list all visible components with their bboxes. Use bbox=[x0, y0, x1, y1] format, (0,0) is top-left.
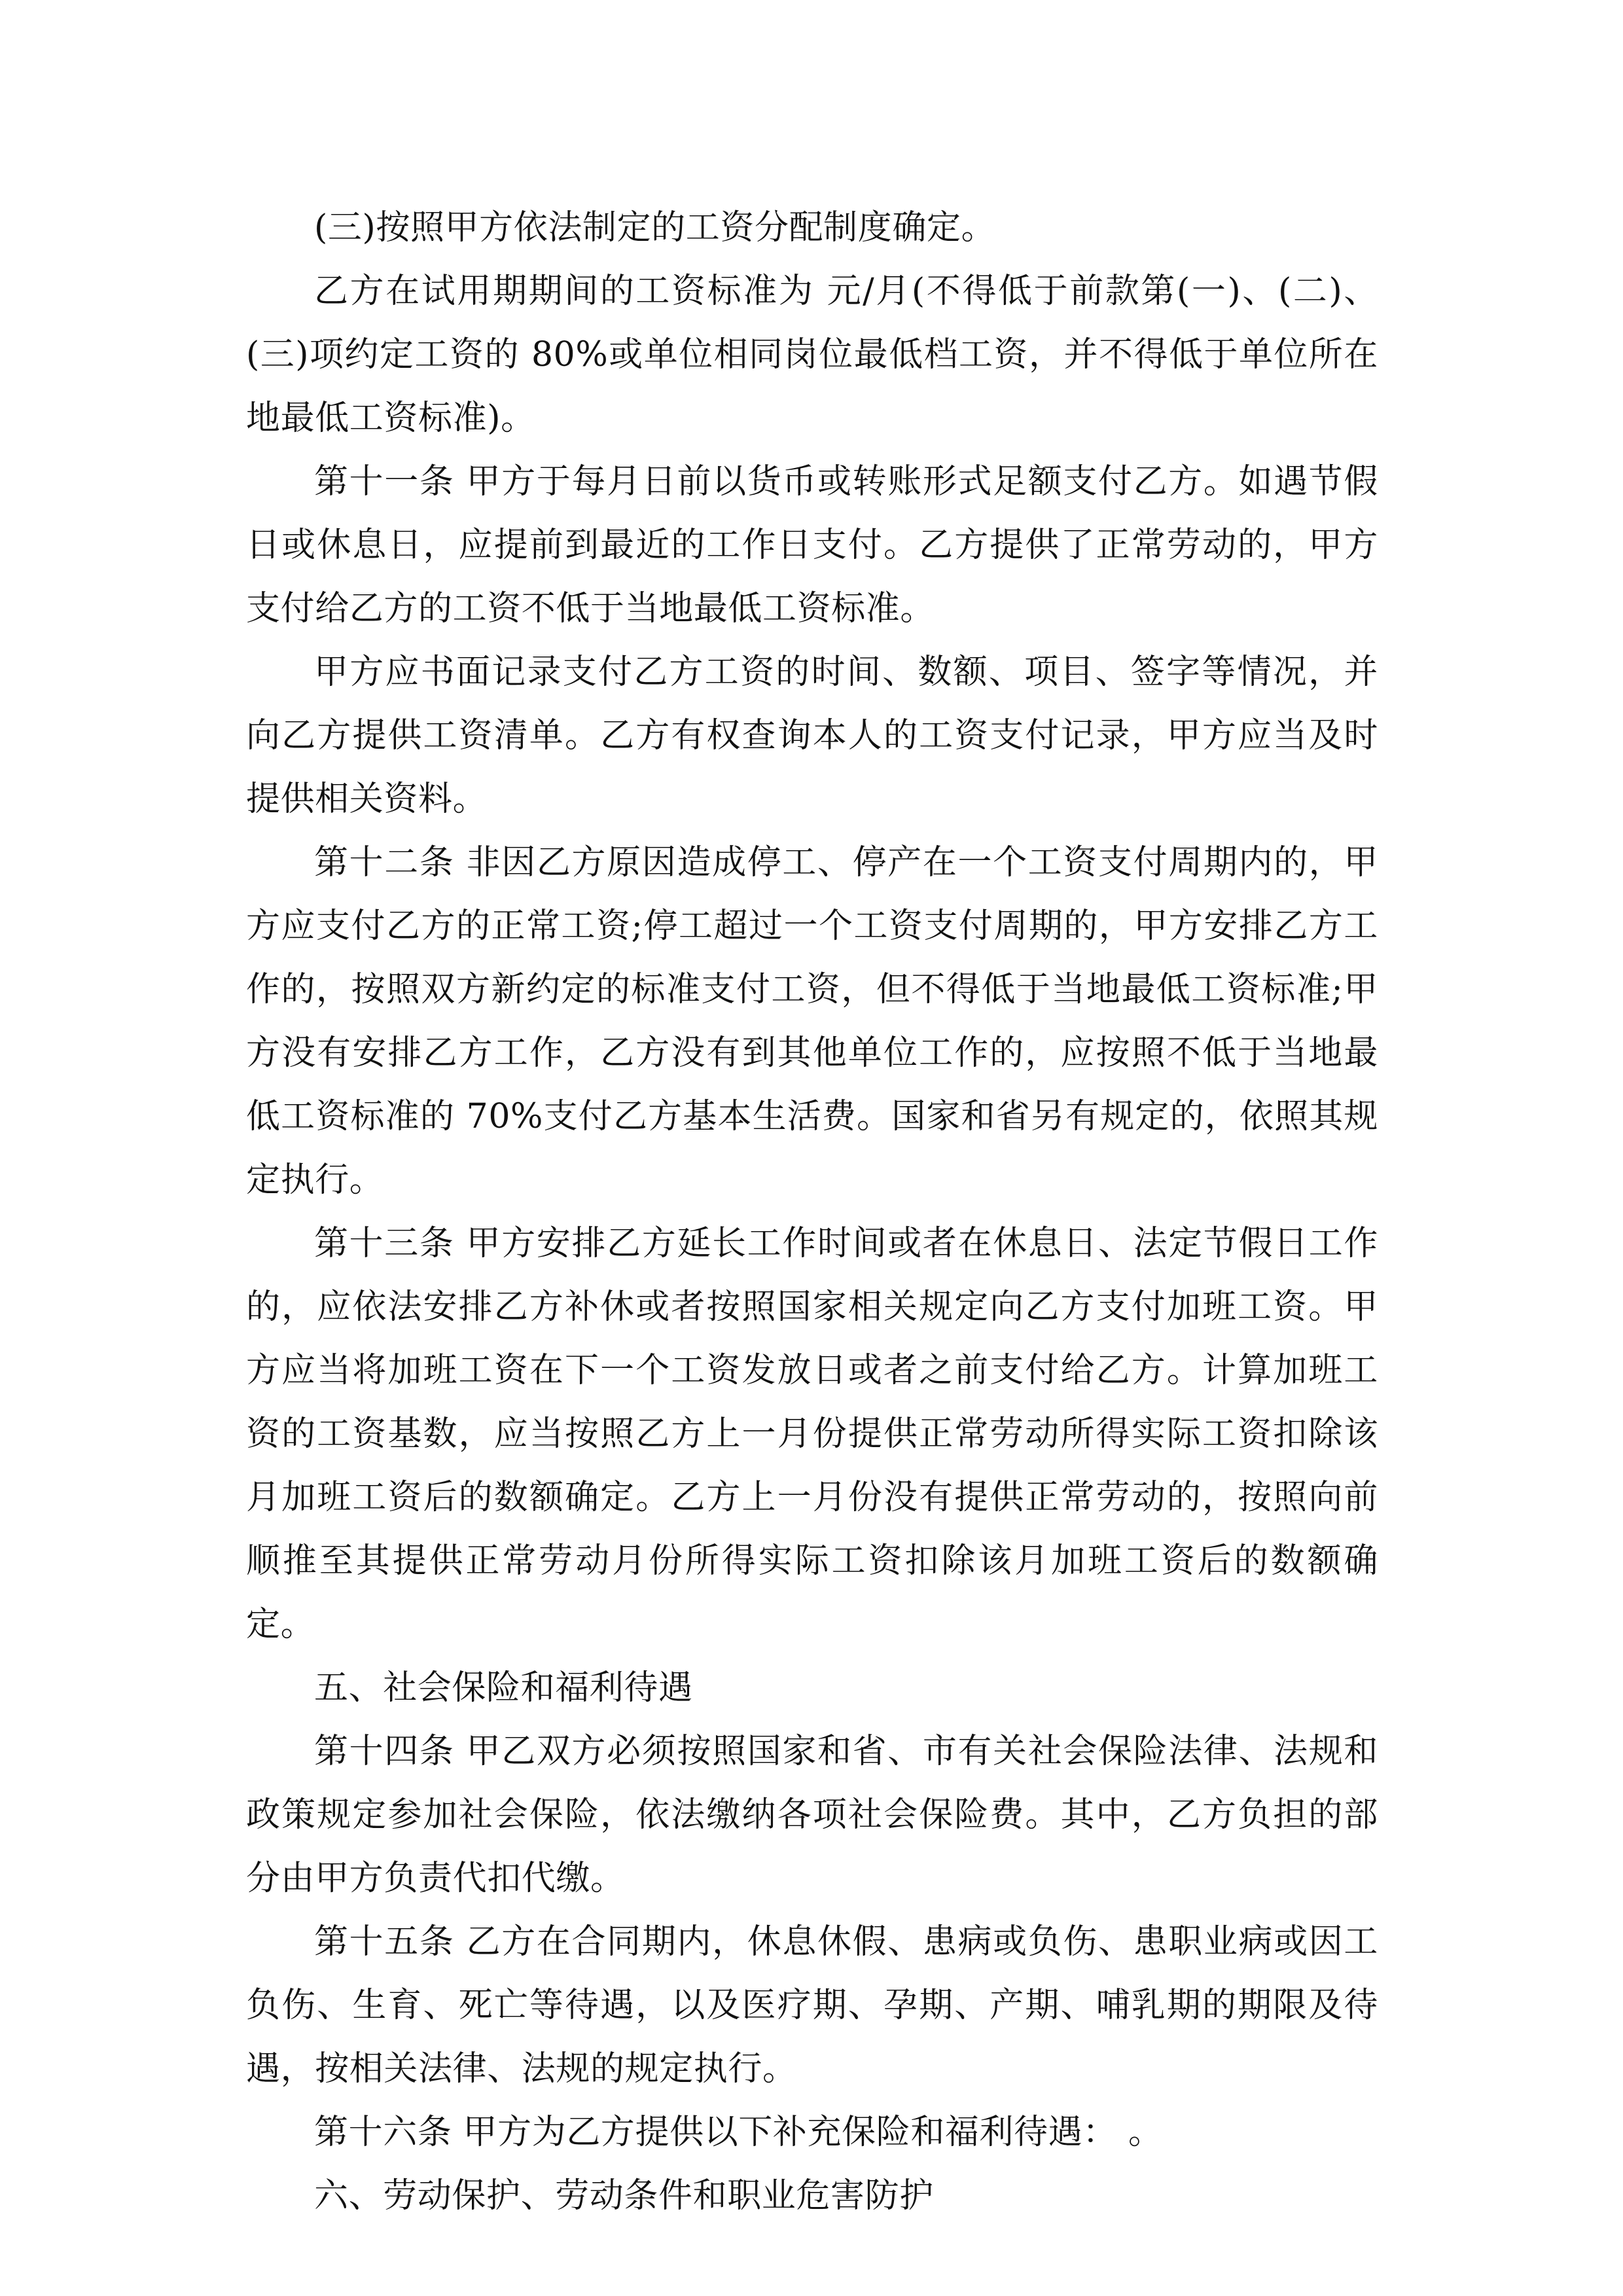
paragraph-salary-record: 甲方应书面记录支付乙方工资的时间、数额、项目、签字等情况，并向乙方提供工资清单。乙方有权查询本人的工资支付记录，甲方应当及时提供相关资料。 bbox=[246, 653, 1378, 819]
document-body bbox=[246, 196, 1378, 2228]
paragraph-article-15: 第十五条 乙方在合同期内，休息休假、患病或负伤、患职业病或因工负伤、生育、死亡等待遇，以及医疗期、孕期、产期、哺乳期的期限及待遇，按相关法律、法规的规定执行。 bbox=[246, 1922, 1378, 2089]
paragraph-article-12: 第十二条 非因乙方原因造成停工、停产在一个工资支付周期内的，甲方应支付乙方的正常工资;停工超过一个工资支付周期的，甲方安排乙方工作的，按照双方新约定的标准支付工资，但不得低于当地最低工资标准;甲方没有安排乙方工作，乙方没有到其他单位工作的，应按照不低于当地最低工资标准的 70%支付乙方基本生活费。国家和省另有规定的，依照其规定执行。 bbox=[246, 843, 1378, 1200]
paragraph-article-11: 第十一条 甲方于每月日前以货币或转账形式足额支付乙方。如遇节假日或休息日，应提前到最近的工作日支付。乙方提供了正常劳动的，甲方支付给乙方的工资不低于当地最低工资标准。 bbox=[246, 462, 1378, 628]
section-heading-social-insurance: 五、社会保险和福利待遇 bbox=[314, 1668, 693, 1708]
paragraph-salary-rule-3: (三)按照甲方依法制定的工资分配制度确定。 bbox=[314, 208, 996, 247]
paragraph-article-16: 第十六条 甲方为乙方提供以下补充保险和福利待遇： 。 bbox=[314, 2113, 1163, 2152]
paragraph-probation-salary: 乙方在试用期期间的工资标准为 元/月(不得低于前款第(一)、(二)、(三)项约定工资的 80%或单位相同岗位最低档工资，并不得低于单位所在地最低工资标准)。 bbox=[246, 272, 1378, 438]
section-heading-labor-protection: 六、劳动保护、劳动条件和职业危害防护 bbox=[314, 2176, 934, 2215]
paragraph-article-14: 第十四条 甲乙双方必须按照国家和省、市有关社会保险法律、法规和政策规定参加社会保险，依法缴纳各项社会保险费。其中，乙方负担的部分由甲方负责代扣代缴。 bbox=[246, 1732, 1378, 1898]
paragraph-article-13: 第十三条 甲方安排乙方延长工作时间或者在休息日、法定节假日工作的，应依法安排乙方补休或者按照国家相关规定向乙方支付加班工资。甲方应当将加班工资在下一个工资发放日或者之前支付给乙方。计算加班工资的工资基数，应当按照乙方上一月份提供正常劳动所得实际工资扣除该月加班工资后的数额确定。乙方上一月份没有提供正常劳动的，按照向前顺推至其提供正常劳动月份所得实际工资扣除该月加班工资后的数额确定。 bbox=[246, 1224, 1378, 1644]
